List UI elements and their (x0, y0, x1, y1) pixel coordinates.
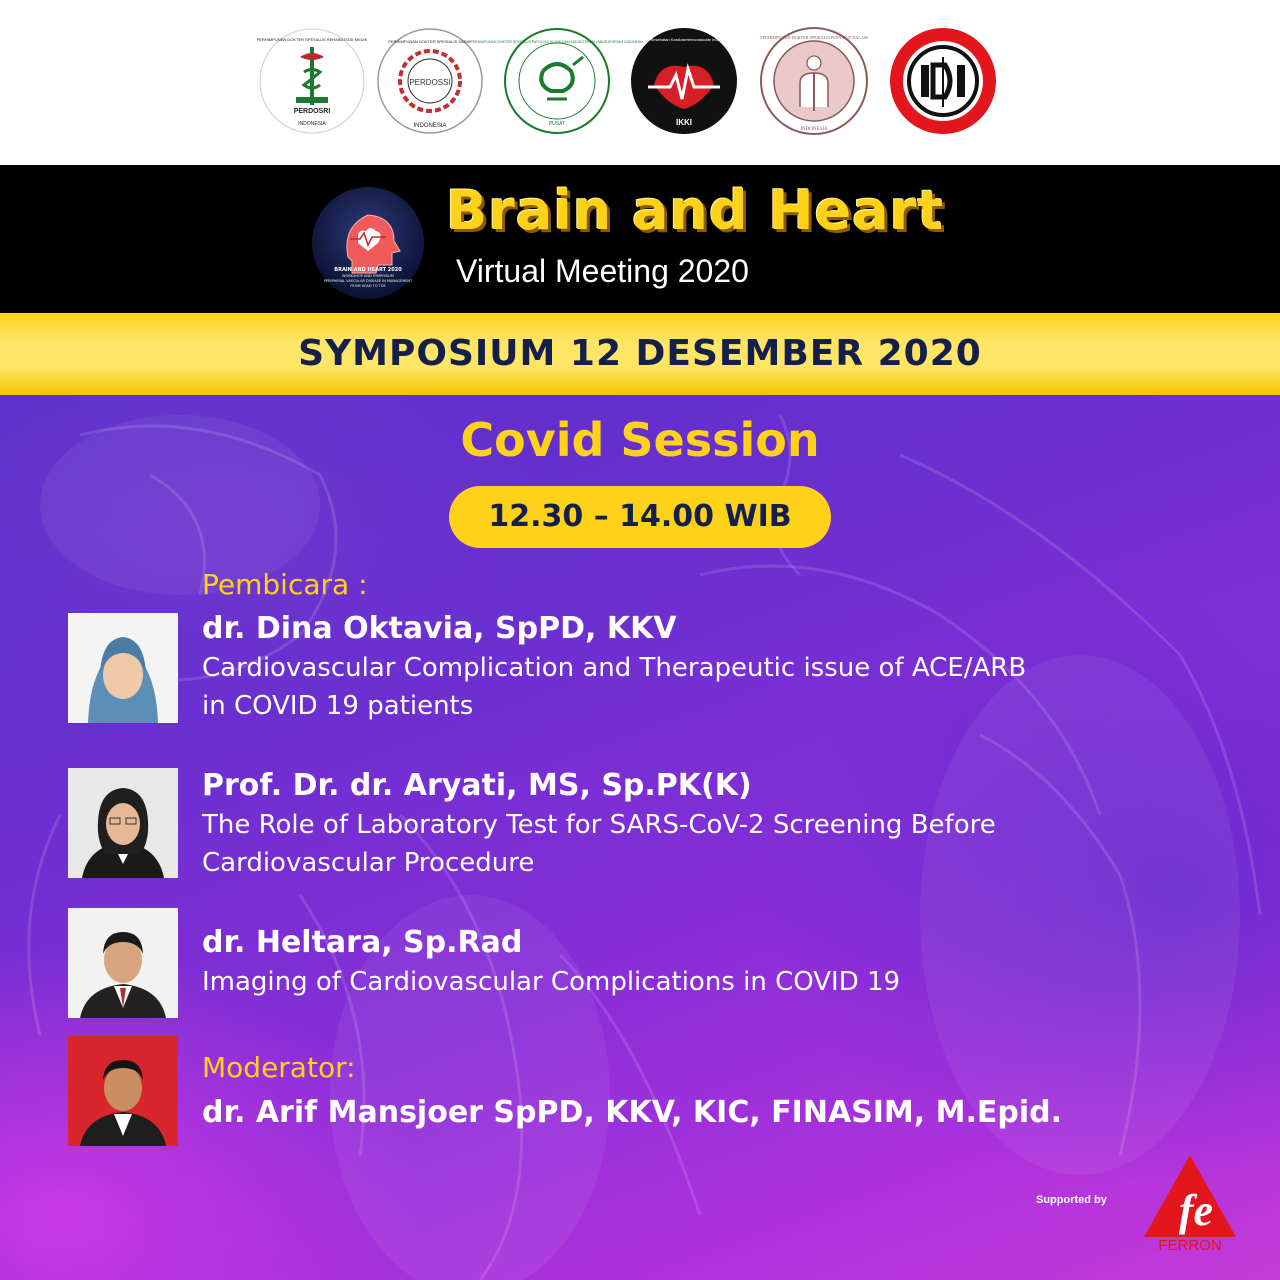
ikki-top: Ikatan Kesehatan Kardioserebrovaskular Indonesia (638, 37, 730, 42)
supported-by-label: Supported by (1036, 1194, 1107, 1206)
perdossi-logo (376, 27, 484, 135)
brain-heart-logo (312, 187, 424, 299)
logo-sub1: WORKSHOP AND SYMPOSIUM (342, 274, 394, 278)
session-time-pill (449, 486, 831, 548)
logo-sub3: FROM HEAD TO TOE (350, 284, 386, 288)
logo-title: BRAIN AND HEART 2020 (334, 267, 402, 273)
perdosri-bottom: INDONESIA (298, 121, 326, 127)
moderator-label: Moderator: (202, 1051, 356, 1084)
papdi-logo (760, 27, 868, 135)
event-subtitle: Virtual Meeting 2020 (456, 253, 749, 289)
event-title-bar (0, 165, 1280, 313)
papdi-top: PERHIMPUNAN DOKTER SPESIALIS PENYAKIT DALAM (760, 35, 868, 40)
speaker-3-topic-line1: Imaging of Cardiovascular Complications in COVID 19 (202, 967, 901, 997)
ikki-label: IKKI (676, 118, 692, 127)
speaker-2-name: Prof. Dr. dr. Aryati, MS, Sp.PK(K) (202, 768, 752, 803)
logo-sub2: PERIPHERAL VASCULAR DISEASE IN MANAGEMENT (323, 279, 413, 283)
speaker-1-name: dr. Dina Oktavia, SpPD, KKV (202, 611, 677, 646)
perdosri-label: PERDOSRI (293, 108, 331, 115)
speaker-1-topic-line2: in COVID 19 patients (202, 691, 474, 721)
speaker-3-name: dr. Heltara, Sp.Rad (202, 925, 523, 960)
session-panel (0, 395, 1280, 1280)
speaker-1-avatar (68, 613, 178, 723)
patklin-logo (470, 27, 644, 135)
ikki-logo (630, 27, 738, 135)
ferron-fe: fe (1178, 1186, 1214, 1235)
speaker-1-topic-line1: Cardiovascular Complication and Therapeutic issue of ACE/ARB (202, 653, 1027, 683)
speaker-2-avatar (68, 768, 178, 878)
patklin-label: PUSAT (548, 121, 566, 127)
speakers-label: Pembicara : (202, 568, 368, 601)
moderator-name: dr. Arif Mansjoer SpPD, KKV, KIC, FINASIM, M.Epid. (202, 1095, 1062, 1130)
papdi-bottom: INDONESIA (800, 127, 828, 132)
perdossi-label: PERDOSSI (409, 78, 451, 87)
patklin-top: PERHIMPUNAN DOKTER SPESIALIS PATOLOGI KLINIK DAN KEDOKTERAN LABORATORIUM INDONESIA (470, 40, 644, 44)
ferron-logo (1140, 1153, 1240, 1253)
session-title: Covid Session (460, 413, 820, 467)
perdosri-logo (258, 27, 366, 135)
partner-logos-bar (0, 0, 1280, 165)
moderator-avatar (68, 1036, 178, 1146)
idi-logo (889, 27, 997, 135)
speaker-3-avatar (68, 908, 178, 1018)
symposium-banner (0, 313, 1280, 395)
ferron-brand: FERRON (1158, 1237, 1222, 1254)
event-title: Brain and Heart (446, 179, 945, 242)
speaker-2-topic-line2: Cardiovascular Procedure (202, 848, 535, 878)
perdossi-top: PERHIMPUNAN DOKTER SPESIALIS SARAF (388, 39, 472, 44)
perdossi-bottom: INDONESIA (413, 123, 447, 129)
session-time: 12.30 – 14.00 WIB (488, 499, 792, 534)
symposium-date: SYMPOSIUM 12 DESEMBER 2020 (298, 333, 982, 374)
perdosri-top: PERHIMPUNAN DOKTER SPESIALIS REHABILITASI MEDIK (256, 37, 368, 42)
speaker-2-topic-line1: The Role of Laboratory Test for SARS-CoV-2 Screening Before (202, 810, 996, 840)
